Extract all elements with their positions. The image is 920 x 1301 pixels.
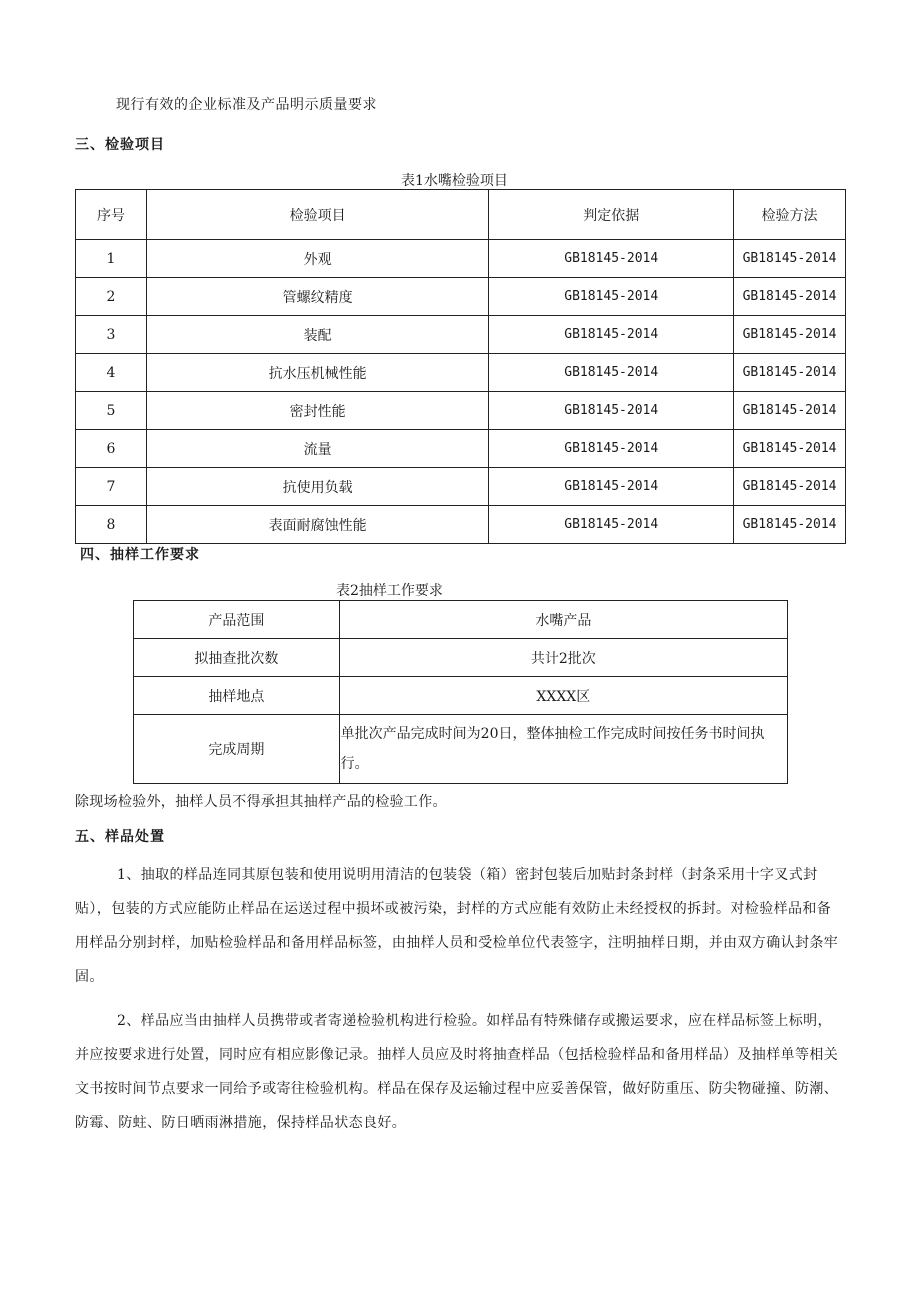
table2-caption: 表2抽样工作要求	[336, 583, 443, 599]
table-row	[76, 354, 846, 392]
table-row	[76, 506, 846, 544]
row-index: 2	[76, 278, 147, 316]
requirement-value: 共计2批次	[339, 639, 787, 677]
judgment-basis: GB18145-2014	[489, 278, 734, 316]
table-row	[76, 430, 846, 468]
table-row	[76, 240, 846, 278]
item-name: 外观	[146, 240, 488, 278]
row-index: 5	[76, 392, 147, 430]
row-index: 3	[76, 316, 147, 354]
requirement-value: XXXX区	[339, 677, 787, 715]
section-4-title: 四、抽样工作要求	[80, 547, 200, 563]
item-name: 流量	[146, 430, 488, 468]
test-method: GB18145-2014	[734, 506, 846, 544]
requirement-label: 拟抽查批次数	[134, 639, 340, 677]
item-name: 管螺纹精度	[146, 278, 488, 316]
item-name: 密封性能	[146, 392, 488, 430]
sampling-requirements-table	[133, 600, 788, 784]
header-cell: 检验方法	[734, 190, 846, 240]
test-method: GB18145-2014	[734, 430, 846, 468]
intro-line: 现行有效的企业标准及产品明示质量要求	[116, 97, 377, 113]
table-row	[76, 316, 846, 354]
table-row	[76, 278, 846, 316]
judgment-basis: GB18145-2014	[489, 468, 734, 506]
table-row	[134, 677, 788, 715]
table-row	[134, 639, 788, 677]
requirement-value: 水嘴产品	[339, 601, 787, 639]
item-name: 抗使用负载	[146, 468, 488, 506]
test-method: GB18145-2014	[734, 354, 846, 392]
item-name: 表面耐腐蚀性能	[146, 506, 488, 544]
test-method: GB18145-2014	[734, 278, 846, 316]
table-header-row	[76, 190, 846, 240]
test-method: GB18145-2014	[734, 392, 846, 430]
header-cell: 序号	[76, 190, 147, 240]
requirement-value: 单批次产品完成时间为20日，整体抽检工作完成时间按任务书时间执行。	[339, 715, 787, 784]
judgment-basis: GB18145-2014	[489, 506, 734, 544]
test-method: GB18145-2014	[734, 240, 846, 278]
judgment-basis: GB18145-2014	[489, 430, 734, 468]
table-row	[76, 392, 846, 430]
requirement-label: 产品范围	[134, 601, 340, 639]
paragraph-2: 2、样品应当由抽样人员携带或者寄递检验机构进行检验。如样品有特殊储存或搬运要求，应在样品标签上标明，并应按要求进行处置，同时应有相应影像记录。抽样人员应及时将抽查样品（包括检验样品和备用样品）及抽样单等相关文书按时间节点要求一同给予或寄往检验机构。样品在保存及运输过程中应妥善保管，做好防重压、防尖物碰撞、防潮、防霉、防蛀、防日晒雨淋措施，保持样品状态良好。	[75, 1013, 839, 1131]
header-cell: 判定依据	[489, 190, 734, 240]
requirement-label: 抽样地点	[134, 677, 340, 715]
table-row	[134, 601, 788, 639]
judgment-basis: GB18145-2014	[489, 354, 734, 392]
judgment-basis: GB18145-2014	[489, 240, 734, 278]
table-row	[76, 468, 846, 506]
section-5-title: 五、样品处置	[75, 829, 165, 845]
table1-caption: 表1水嘴检验项目	[401, 173, 508, 189]
table-row	[134, 715, 788, 784]
header-cell: 检验项目	[146, 190, 488, 240]
test-method: GB18145-2014	[734, 316, 846, 354]
row-index: 1	[76, 240, 147, 278]
inspection-items-table	[75, 189, 846, 544]
note-line: 除现场检验外，抽样人员不得承担其抽样产品的检验工作。	[75, 794, 447, 810]
judgment-basis: GB18145-2014	[489, 316, 734, 354]
paragraph-1: 1、抽取的样品连同其原包装和使用说明用清洁的包装袋（箱）密封包装后加贴封条封样（封条采用十字叉式封贴），包装的方式应能防止样品在运送过程中损坏或被污染，封样的方式应能有效防止未经授权的拆封。对检验样品和备用样品分别封样，加贴检验样品和备用样品标签，由抽样人员和受检单位代表签字，注明抽样日期，并由双方确认封条牢固。	[75, 867, 839, 985]
row-index: 8	[76, 506, 147, 544]
row-index: 7	[76, 468, 147, 506]
row-index: 4	[76, 354, 147, 392]
test-method: GB18145-2014	[734, 468, 846, 506]
row-index: 6	[76, 430, 147, 468]
judgment-basis: GB18145-2014	[489, 392, 734, 430]
item-name: 装配	[146, 316, 488, 354]
section-3-title: 三、检验项目	[75, 137, 165, 153]
requirement-label: 完成周期	[134, 715, 340, 784]
item-name: 抗水压机械性能	[146, 354, 488, 392]
